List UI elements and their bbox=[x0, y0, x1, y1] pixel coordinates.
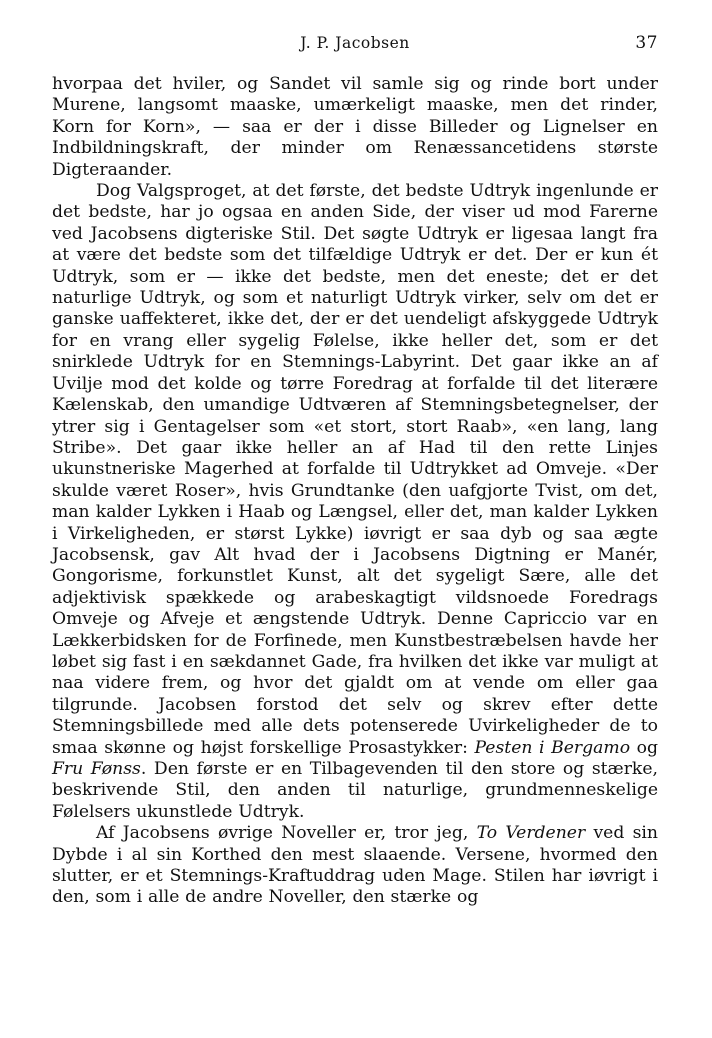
book-page bbox=[52, 30, 658, 909]
running-head bbox=[52, 30, 658, 60]
paragraph-text: . Den første er en Tilbagevenden til den store og stærke, beskrivende Stil, den anden til naturlige, grundmenneskelige Følelsers ukunstlede Udtryk. bbox=[52, 759, 658, 822]
paragraph-1: hvorpaa det hviler, og Sandet vil samle sig og rinde bort under Murene, langsomt maaske, umærkeligt maaske, men det rinder, Korn for Korn», — saa er der i disse Billeder og Lignelser en Indbildningskraft, der minder om Renæssancetidens største Digteraander. bbox=[52, 74, 658, 180]
page-number: 37 bbox=[635, 33, 658, 53]
work-title-fru-fonss: Fru Fønss bbox=[52, 759, 141, 779]
work-title-pesten-i-bergamo: Pesten i Bergamo bbox=[474, 737, 631, 758]
paragraph-text: Dog Valgsproget, at det første, det bedste Udtryk ingenlunde er det bedste, har jo ogsaa en anden Side, der viser ud mod Farerne ved Jacobsens digteriske Stil. Det søgte Udtryk er ligesaa langt fra at være det bedste som det tilfældige Udtryk er det. Der er kun ét Udtryk, som er — ikke det bedste, men det eneste; det er det naturlige Udtryk, og som et naturligt Udtryk virker, selv om det er ganske uaffekteret, ikke det, der er det uendeligt afskyggede Udtryk for en vrang eller sygelig Følelse, ikke heller det, som er det snirklede Udtryk for en Stemnings-Labyrint. Det gaar ikke an af Uvilje mod det kolde og tørre Foredrag at forfalde til det literære Kælenskab, den umandige Udtværen af Stemningsbetegnelser, der ytrer sig i Gentagelser som «et stort, stort Raab», «en lang, lang Stribe». Det gaar ikke heller an af Had til den rette Linjes ukunstneriske Magerhed at forfalde til Udtrykket ad Omveje. «Der skulde været Roser», hvis Grundtanke (den uafgjorte Tvist, om det, man kalder Lykken i Haab og Længsel, eller det, man kalder Lykken i Virkeligheden, er størst Lykke) iøvrigt er saa dyb og saa ægte Jacobsensk, gav Alt hvad der i Jacobsens Digtning er Manér, Gongorisme, forkunstlet Kunst, alt det sygeligt Sære, alle det adjektivisk spækkede og arabeskagtigt vildsnoede Foredrags Omveje og Afveje et ængstende Udtryk. Denne Capriccio var en Lækkerbidsken for de Forfinede, men Kunstbestræbelsen havde her løbet sig fast i en sækdannet Gade, fra hvilken det ikke var muligt at naa videre frem, og hvor det gjaldt om at vende om eller gaa tilgrunde. Jacobsen forstod det selv og skrev efter dette Stemningsbillede med alle dets potenserede Uvirkeligheder de to smaa skønne og højst forskellige Prosastykker: bbox=[52, 181, 658, 758]
running-title: J. P. Jacobsen bbox=[300, 34, 410, 52]
body-text bbox=[52, 74, 658, 909]
work-title-to-verdener: To Verdener bbox=[476, 823, 586, 844]
paragraph-text: ved sin Dybde i al sin Korthed den mest slaaende. Versene, hvormed den slutter, er et Stemnings-Kraftuddrag uden Mage. Stilen har iøvrigt i den, som i alle de andre Noveller, den stærke og bbox=[52, 823, 658, 908]
paragraph-text: Af Jacobsens øvrige Noveller er, tror jeg, bbox=[96, 823, 477, 844]
paragraph-3 bbox=[52, 823, 658, 909]
paragraph-2 bbox=[52, 181, 658, 823]
paragraph-text: og bbox=[630, 737, 658, 758]
